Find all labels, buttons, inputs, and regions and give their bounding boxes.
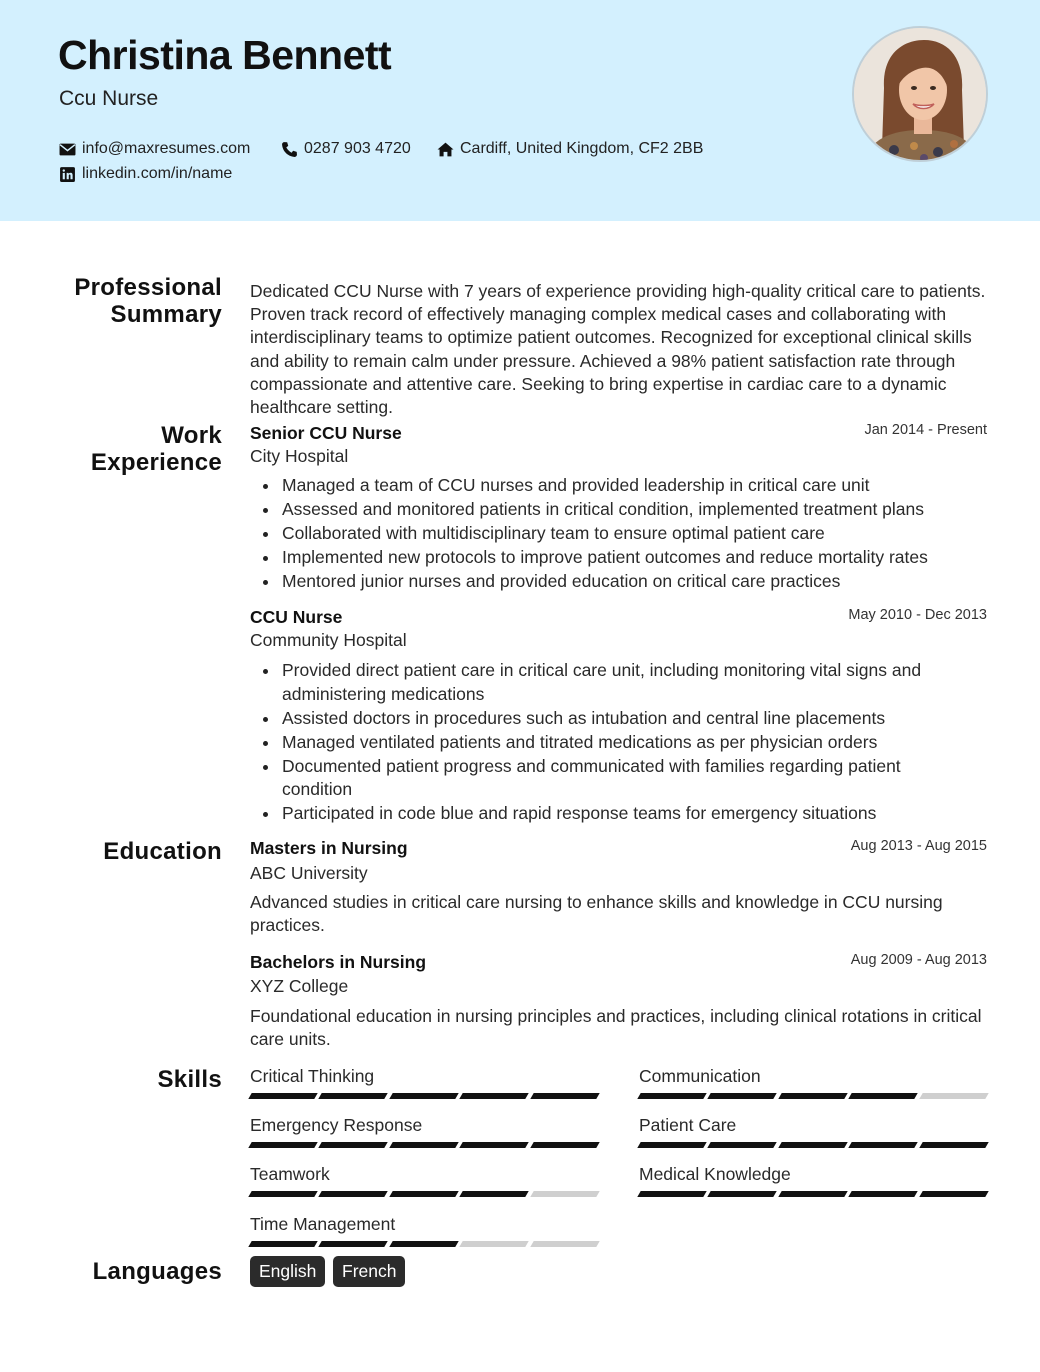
summary-text: Dedicated CCU Nurse with 7 years of experience providing high-quality critical care to patients. Proven track record of effectively managing complex medical cases and collaborating with interdisciplinary teams to optimize patient outcomes. Recognized for exceptional clinical skills and ability to remain calm under pressure. Achieved a 98% patient satisfaction rate through compassionate and attentive care. Seeking to bring expertise in cardiac care to a dynamic healthcare setting. — [250, 281, 986, 418]
summary-heading-line-1: Professional — [74, 274, 222, 301]
skill-segment-filled — [248, 1191, 318, 1197]
skill-segment-filled — [389, 1191, 459, 1197]
skill-segment-filled — [389, 1093, 459, 1099]
skill-item — [639, 1115, 987, 1148]
job-role: Senior CCU Nurse — [250, 423, 402, 443]
school-name: ABC University — [250, 863, 368, 883]
education-heading: Education — [103, 838, 222, 865]
skill-name: Teamwork — [250, 1164, 330, 1184]
skill-segment-filled — [319, 1241, 389, 1247]
skill-segment-empty — [530, 1191, 600, 1197]
skill-segment-empty — [459, 1241, 529, 1247]
skill-segment-filled — [708, 1093, 778, 1099]
list-item: Assisted doctors in procedures such as intubation and central line placements — [250, 707, 970, 731]
skill-segment-filled — [459, 1093, 529, 1099]
skill-segment-empty — [919, 1093, 989, 1099]
job-bullets — [250, 659, 970, 826]
skill-level-bar — [639, 1093, 987, 1099]
degree-title: Bachelors in Nursing — [250, 952, 427, 972]
skill-segment-filled — [848, 1191, 918, 1197]
skill-segment-filled — [248, 1142, 318, 1148]
skill-segment-filled — [459, 1191, 529, 1197]
list-item: Participated in code blue and rapid response teams for emergency situations — [250, 802, 970, 826]
phone-text: 0287 903 4720 — [304, 140, 411, 157]
list-item: Managed ventilated patients and titrated medications as per physician orders — [250, 731, 970, 755]
list-item: Assessed and monitored patients in critical condition, implemented treatment plans — [250, 498, 970, 522]
summary-heading — [74, 274, 222, 328]
job-title: Ccu Nurse — [59, 87, 159, 110]
list-item: Implemented new protocols to improve patient outcomes and reduce mortality rates — [250, 546, 970, 570]
skill-segment-filled — [848, 1093, 918, 1099]
skill-level-bar — [250, 1191, 598, 1197]
experience-heading-line-1: Work — [161, 422, 222, 449]
job-date: May 2010 - Dec 2013 — [848, 607, 987, 623]
skill-segment-filled — [319, 1142, 389, 1148]
email-text: info@maxresumes.com — [82, 140, 251, 157]
education-date: Aug 2009 - Aug 2013 — [850, 952, 987, 968]
skill-segment-filled — [389, 1241, 459, 1247]
linkedin-text: linkedin.com/in/name — [82, 165, 233, 182]
skill-segment-filled — [637, 1093, 707, 1099]
phone-icon — [281, 141, 298, 158]
skill-name: Time Management — [250, 1214, 396, 1234]
skill-segment-filled — [778, 1142, 848, 1148]
skill-name: Patient Care — [639, 1115, 737, 1135]
home-icon — [437, 141, 454, 158]
experience-heading — [91, 422, 222, 476]
skill-segment-filled — [708, 1142, 778, 1148]
skill-name: Critical Thinking — [250, 1066, 375, 1086]
skill-name: Emergency Response — [250, 1115, 423, 1135]
education-desc: Advanced studies in critical care nursing to enhance skills and knowledge in CCU nursing practices. — [250, 892, 943, 936]
skill-level-bar — [250, 1142, 598, 1148]
summary-heading-line-2: Summary — [110, 301, 222, 328]
skill-segment-filled — [459, 1142, 529, 1148]
contact-address — [437, 140, 703, 158]
list-item: Collaborated with multidisciplinary team to ensure optimal patient care — [250, 522, 970, 546]
address-text: Cardiff, United Kingdom, CF2 2BB — [460, 140, 704, 157]
skill-item — [250, 1115, 598, 1148]
skill-segment-filled — [637, 1142, 707, 1148]
contact-phone[interactable] — [281, 140, 411, 158]
language-tag: English — [250, 1256, 325, 1287]
skill-segment-filled — [919, 1191, 989, 1197]
skill-segment-filled — [389, 1142, 459, 1148]
skills-heading: Skills — [157, 1066, 222, 1093]
skill-level-bar — [250, 1093, 598, 1099]
contact-email[interactable] — [59, 140, 250, 158]
job-bullets — [250, 474, 970, 594]
job-org: City Hospital — [250, 446, 349, 466]
skill-level-bar — [639, 1191, 987, 1197]
school-name: XYZ College — [250, 976, 349, 996]
skill-segment-filled — [708, 1191, 778, 1197]
education-date: Aug 2013 - Aug 2015 — [850, 838, 987, 854]
job-date: Jan 2014 - Present — [864, 422, 987, 438]
skill-segment-filled — [248, 1241, 318, 1247]
languages-heading: Languages — [92, 1258, 222, 1285]
resume-header — [0, 0, 1040, 221]
contact-linkedin[interactable] — [59, 165, 232, 183]
degree-title: Masters in Nursing — [250, 838, 408, 858]
skill-segment-empty — [530, 1241, 600, 1247]
skill-segment-filled — [919, 1142, 989, 1148]
skill-name: Medical Knowledge — [639, 1164, 791, 1184]
skill-item — [639, 1164, 987, 1197]
skill-segment-filled — [530, 1093, 600, 1099]
skill-item — [250, 1164, 598, 1197]
profile-photo — [852, 26, 988, 162]
list-item: Mentored junior nurses and provided education on critical care practices — [250, 570, 970, 594]
list-item: Documented patient progress and communicated with families regarding patient condition — [250, 755, 970, 802]
skill-segment-filled — [319, 1191, 389, 1197]
skill-segment-filled — [848, 1142, 918, 1148]
skill-segment-filled — [248, 1093, 318, 1099]
job-org: Community Hospital — [250, 630, 407, 650]
list-item: Provided direct patient care in critical care unit, including monitoring vital signs and administering medications — [250, 659, 970, 706]
envelope-icon — [59, 141, 76, 158]
skill-segment-filled — [778, 1191, 848, 1197]
skill-item — [250, 1214, 598, 1247]
list-item: Managed a team of CCU nurses and provided leadership in critical care unit — [250, 474, 970, 498]
skill-item — [250, 1066, 598, 1099]
language-tag: French — [333, 1256, 405, 1287]
skill-segment-filled — [637, 1191, 707, 1197]
candidate-name: Christina Bennett — [58, 32, 392, 78]
linkedin-icon — [59, 166, 76, 183]
skill-name: Communication — [639, 1066, 761, 1086]
job-role: CCU Nurse — [250, 607, 343, 627]
skill-level-bar — [639, 1142, 987, 1148]
skill-segment-filled — [778, 1093, 848, 1099]
skill-level-bar — [250, 1241, 598, 1247]
education-desc: Foundational education in nursing principles and practices, including clinical rotations in critical care units. — [250, 1006, 982, 1050]
experience-heading-line-2: Experience — [90, 449, 222, 476]
skill-item — [639, 1066, 987, 1099]
skill-segment-filled — [530, 1142, 600, 1148]
skill-segment-filled — [319, 1093, 389, 1099]
